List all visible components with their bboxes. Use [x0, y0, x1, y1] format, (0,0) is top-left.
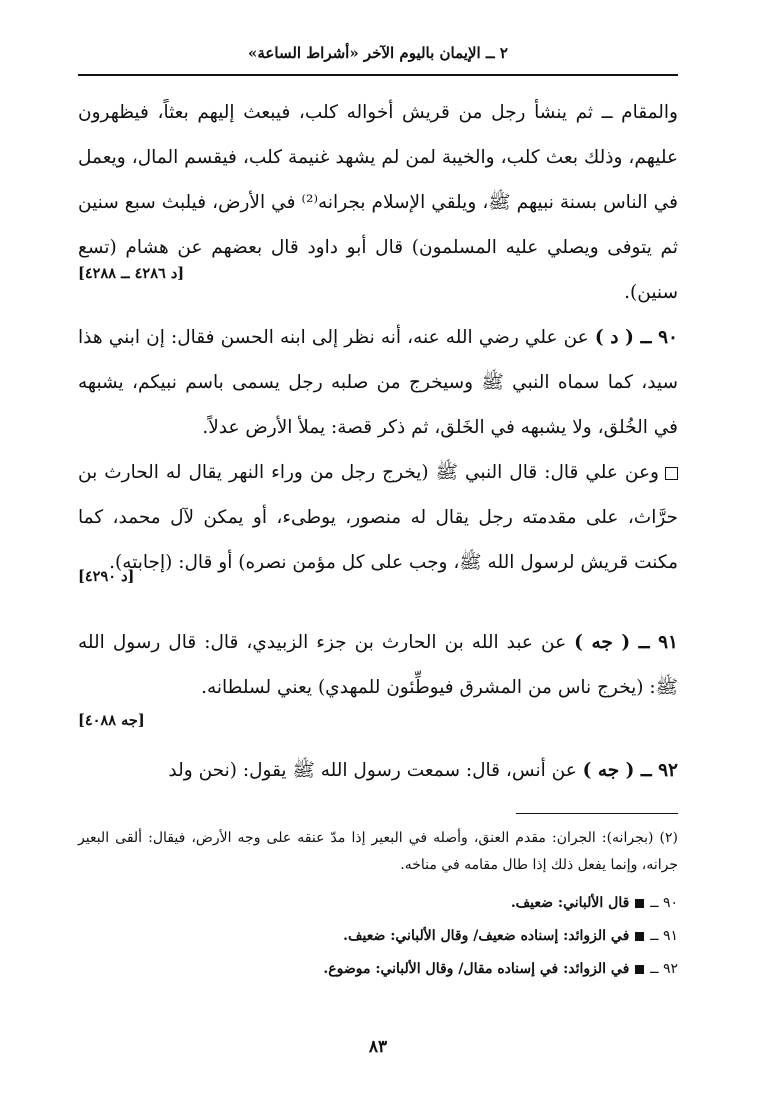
header-rule [78, 74, 678, 76]
hadith-90: ٩٠ ــ ( د ) عن علي رضي الله عنه، أنه نظر إلى ابنه الحسن فقال: إن ابني هذا سيد، كما سماه النبي ﷺ وسيخرج من صلبه رجل يسمى باسم نبيكم، يشبهه في الخُلق، ولا يشبهه في الخَلق، ثم ذكر قصة: يملأ الأرض عدلاً. [78, 327, 678, 438]
footnote-90: ٩٠ ــقال الألباني: ضعيف. [510, 895, 678, 911]
hadith-92-number: ٩٢ ــ ( جه ) [582, 760, 678, 781]
book-page [78, 30, 678, 1090]
footnote-91: ٩١ ــفي الزوائد: إسناده ضعيف/ وقال الألباني: ضعيف. [343, 928, 678, 944]
footnote-2: (٢) (بجرانه): الجران: مقدم العنق، وأصله في البعير إذا مدّ عنقه على وجه الأرض، فيقال: ألقى البعير جرانه، وإنما يفعل ذلك إذا طال مقامه في مناخه. [78, 830, 678, 873]
hadith-92: ٩٢ ــ ( جه ) عن أنس، قال: سمعت رسول الله ﷺ يقول: (نحن ولد [168, 760, 678, 781]
footnote-92: ٩٢ ــفي الزوائد: في إسناده مقال/ وقال الألباني: موضوع. [323, 961, 678, 977]
hadith-91-number: ٩١ ــ ( جه ) [574, 632, 678, 653]
ref-hadith-90: [د ٤٢٩٠] [78, 568, 135, 585]
paragraph-continued: والمقام ــ ثم ينشأ رجل من قريش أخواله كلب، فيبعث إليهم بعثاً، فيظهرون عليهم، وذلك بعث كلب، والخيبة لمن لم يشهد غنيمة كلب، فيقسم المال، ويعمل في الناس بسنة نبيهم ﷺ، ويلقي الإسلام بجرانه⁽²⁾ في الأرض، فيلبث سبع سنين ثم يتوفى ويصلي عليه المسلمون) قال أبو داود قال بعضهم عن هشام (تسع سنين). [78, 102, 678, 303]
page-number: ٨٣ [368, 1037, 388, 1057]
square-marker-icon [665, 467, 678, 480]
hadith-90-related: وعن علي قال: قال النبي ﷺ (يخرج رجل من وراء النهر يقال له الحارث بن حرَّاث، على مقدمته رجل يقال له منصور، يوطىء، أو يمكن لآل محمد، كما مكنت قريش لرسول الله ﷺ، وجب على كل مؤمن نصره) أو قال: (إجابته). [78, 462, 678, 573]
footnote-rule [516, 813, 678, 814]
ref-hadith-91: [جه ٤٠٨٨] [78, 712, 145, 729]
running-header: ٢ ــ الإيمان باليوم الآخر «أشراط الساعة» [248, 44, 508, 62]
hadith-91: ٩١ ــ ( جه ) عن عبد الله بن الحارث بن جزء الزبيدي، قال: قال رسول الله ﷺ: (يخرج ناس من المشرق فيوطِّئون للمهدي) يعني لسلطانه. [78, 632, 678, 698]
filled-square-icon [635, 899, 644, 908]
filled-square-icon [635, 932, 644, 941]
hadith-90-number: ٩٠ ــ ( د ) [594, 327, 678, 348]
filled-square-icon [635, 965, 644, 974]
ref-hadith-89: [د ٤٢٨٦ ــ ٤٢٨٨] [78, 265, 185, 282]
